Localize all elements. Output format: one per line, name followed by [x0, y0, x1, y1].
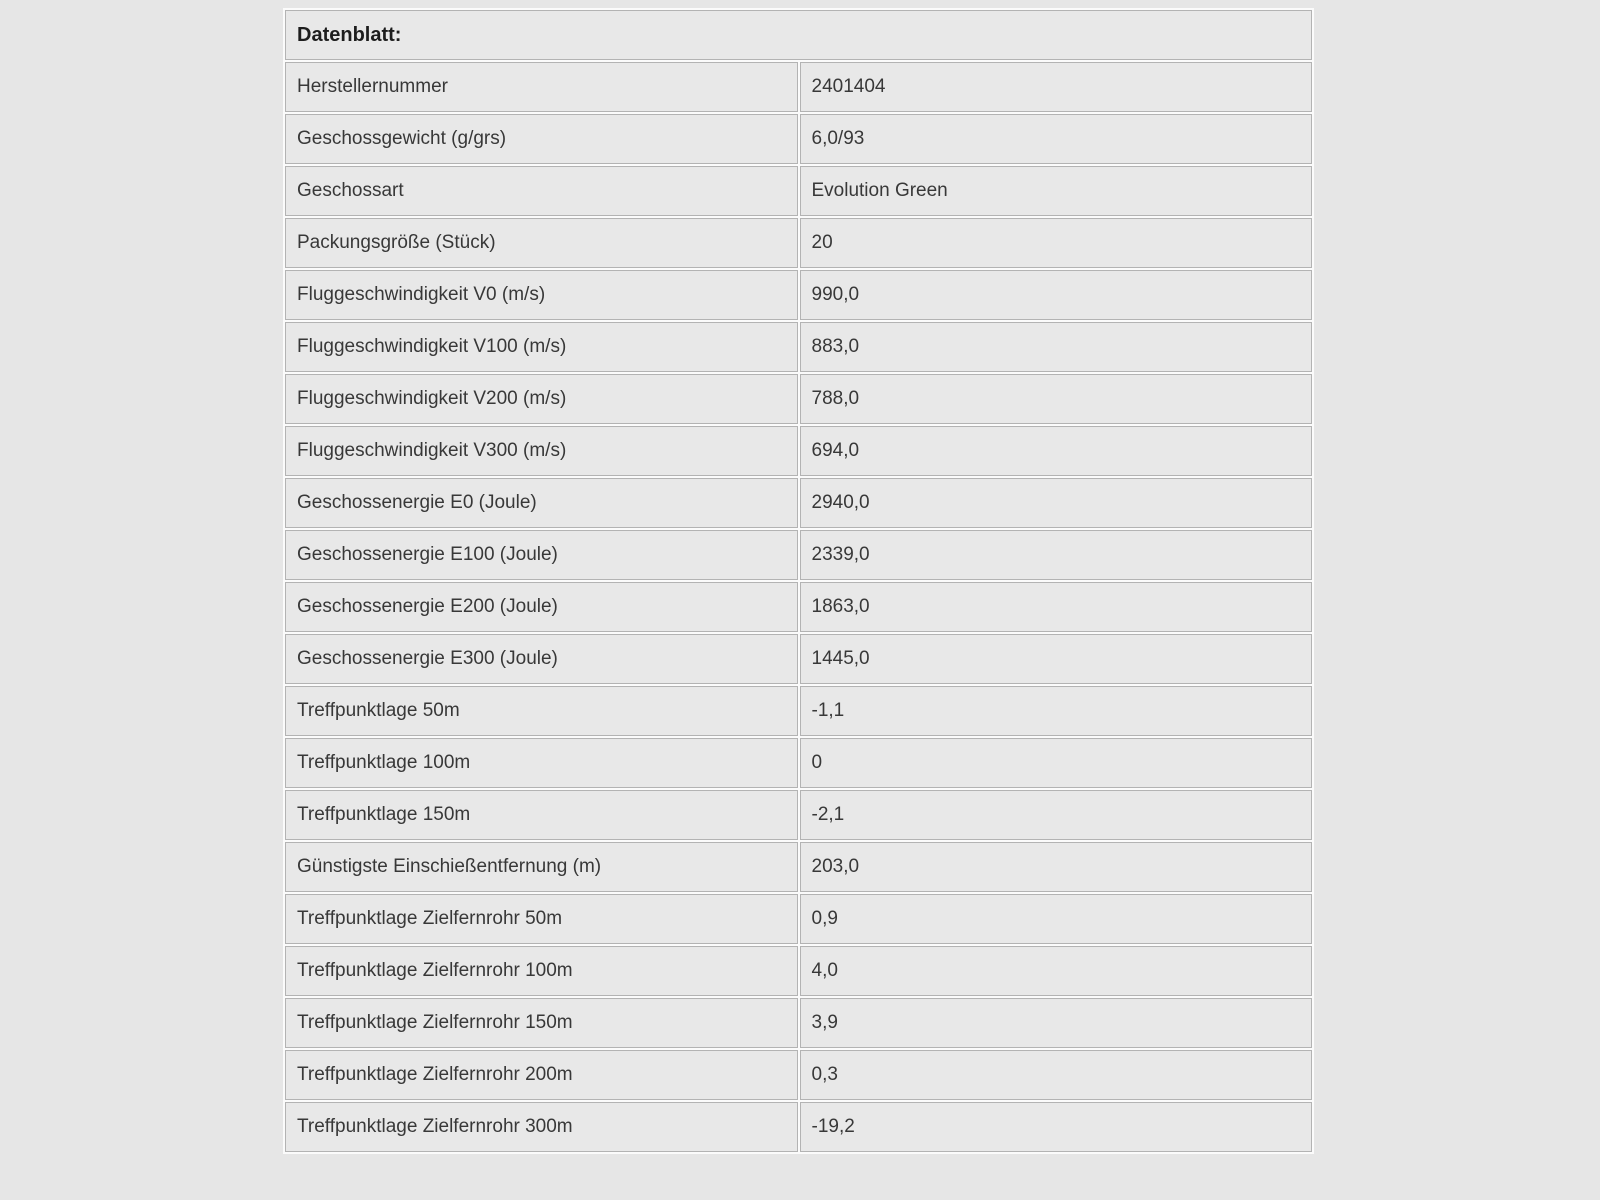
row-label: Treffpunktlage 100m	[285, 738, 798, 788]
row-label: Fluggeschwindigkeit V0 (m/s)	[285, 270, 798, 320]
row-label: Günstigste Einschießentfernung (m)	[285, 842, 798, 892]
row-value: 990,0	[800, 270, 1313, 320]
datasheet-table	[283, 8, 1314, 1154]
table-row	[285, 374, 1312, 424]
table-row	[285, 946, 1312, 996]
table-row	[285, 998, 1312, 1048]
row-label: Fluggeschwindigkeit V200 (m/s)	[285, 374, 798, 424]
row-value: 2940,0	[800, 478, 1313, 528]
row-value: 0	[800, 738, 1313, 788]
table-row	[285, 478, 1312, 528]
row-value: 1445,0	[800, 634, 1313, 684]
row-value: 1863,0	[800, 582, 1313, 632]
row-label: Treffpunktlage Zielfernrohr 150m	[285, 998, 798, 1048]
table-title: Datenblatt:	[285, 10, 1312, 60]
row-value: 0,3	[800, 1050, 1313, 1100]
row-value: Evolution Green	[800, 166, 1313, 216]
row-label: Fluggeschwindigkeit V100 (m/s)	[285, 322, 798, 372]
table-row	[285, 166, 1312, 216]
table-row	[285, 270, 1312, 320]
row-label: Geschossenergie E300 (Joule)	[285, 634, 798, 684]
row-label: Geschossart	[285, 166, 798, 216]
row-label: Fluggeschwindigkeit V300 (m/s)	[285, 426, 798, 476]
table-row	[285, 1102, 1312, 1152]
table-row	[285, 1050, 1312, 1100]
row-value: 3,9	[800, 998, 1313, 1048]
row-value: 883,0	[800, 322, 1313, 372]
row-label: Treffpunktlage 50m	[285, 686, 798, 736]
row-value: 2339,0	[800, 530, 1313, 580]
datasheet-container	[283, 8, 1314, 1154]
table-header-row	[285, 10, 1312, 60]
row-value: 203,0	[800, 842, 1313, 892]
row-value: 4,0	[800, 946, 1313, 996]
table-row	[285, 530, 1312, 580]
row-value: 20	[800, 218, 1313, 268]
table-row	[285, 62, 1312, 112]
table-row	[285, 894, 1312, 944]
row-value: -2,1	[800, 790, 1313, 840]
row-value: 0,9	[800, 894, 1313, 944]
table-row	[285, 634, 1312, 684]
row-value: -19,2	[800, 1102, 1313, 1152]
table-row	[285, 426, 1312, 476]
table-row	[285, 686, 1312, 736]
row-label: Geschossenergie E0 (Joule)	[285, 478, 798, 528]
row-label: Treffpunktlage Zielfernrohr 100m	[285, 946, 798, 996]
row-label: Treffpunktlage 150m	[285, 790, 798, 840]
table-row	[285, 322, 1312, 372]
row-value: 694,0	[800, 426, 1313, 476]
table-row	[285, 218, 1312, 268]
row-label: Treffpunktlage Zielfernrohr 50m	[285, 894, 798, 944]
row-label: Geschossenergie E100 (Joule)	[285, 530, 798, 580]
row-label: Treffpunktlage Zielfernrohr 200m	[285, 1050, 798, 1100]
row-label: Geschossgewicht (g/grs)	[285, 114, 798, 164]
table-row	[285, 582, 1312, 632]
table-row	[285, 738, 1312, 788]
row-value: 6,0/93	[800, 114, 1313, 164]
row-value: 788,0	[800, 374, 1313, 424]
table-row	[285, 842, 1312, 892]
table-row	[285, 114, 1312, 164]
table-row	[285, 790, 1312, 840]
row-value: -1,1	[800, 686, 1313, 736]
row-value: 2401404	[800, 62, 1313, 112]
row-label: Herstellernummer	[285, 62, 798, 112]
row-label: Packungsgröße (Stück)	[285, 218, 798, 268]
row-label: Geschossenergie E200 (Joule)	[285, 582, 798, 632]
row-label: Treffpunktlage Zielfernrohr 300m	[285, 1102, 798, 1152]
